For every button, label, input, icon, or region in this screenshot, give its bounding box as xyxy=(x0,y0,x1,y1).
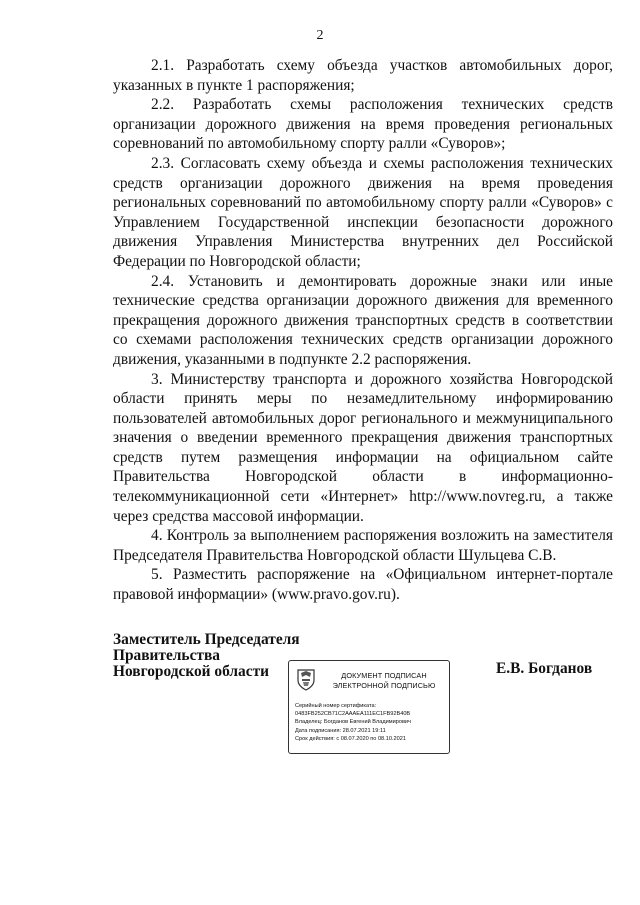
signer-name: Е.В. Богданов xyxy=(496,660,593,677)
stamp-title-line: ДОКУМЕНТ ПОДПИСАН xyxy=(341,671,427,680)
stamp-owner: Владелец: Богданов Евгений Владимирович xyxy=(295,719,411,726)
stamp-details xyxy=(295,702,447,743)
stamp-validity: Срок действия: с 08.07.2020 по 08.10.2021 xyxy=(295,735,406,742)
coat-of-arms-icon xyxy=(296,667,316,691)
document-body xyxy=(113,56,613,605)
paragraph-2-2: 2.2. Разработать схемы расположения технических средств организации дорожного движения на время проведения региональных соревнований по автомобильному спорту ралли «Суворов»; xyxy=(113,96,613,153)
signature-position-line: Новгородской области xyxy=(113,663,269,680)
paragraph-2-4: 2.4. Установить и демонтировать дорожные знаки или иные технические средства организации дорожного движения для временного прекращения дорожного движения транспортных средств в соответствии со схемами расположения технических средств организации дорожного движения, указанными в подпункте 2.2 распоряжения. xyxy=(113,272,613,368)
stamp-serial: 0483FB252CB71C2AAAEA111EC1FB92B40B xyxy=(295,711,411,718)
electronic-signature-stamp xyxy=(288,660,450,754)
paragraph-4: 4. Контроль за выполнением распоряжения возложить на заместителя Председателя Правительства Новгородской области Шульцева С.В. xyxy=(113,527,613,564)
page-number: 2 xyxy=(316,28,324,43)
signature-position-line: Правительства xyxy=(113,647,220,664)
paragraph-5: 5. Разместить распоряжение на «Официальном интернет-портале правовой информации» (www.pravo.gov.ru). xyxy=(113,566,613,604)
stamp-title-line: ЭЛЕКТРОННОЙ ПОДПИСЬЮ xyxy=(332,681,436,690)
stamp-date: Дата подписания: 28.07.2021 19:11 xyxy=(295,727,386,734)
paragraph-2-1: 2.1. Разработать схему объезда участков автомобильных дорог, указанных в пункте 1 распоряжения; xyxy=(113,57,613,94)
stamp-serial-label: Серийный номер сертификата: xyxy=(295,703,377,709)
paragraph-2-3: 2.3. Согласовать схему объезда и схемы расположения технических средств организации дорожного движения на время проведения региональных соревнований по автомобильному спорту ралли «Суворов» с Управлением Государственной инспекции безопасности дорожного движения Управления Министерства внутренних дел Российской Федерации по Новгородской области; xyxy=(113,154,613,270)
stamp-title xyxy=(325,671,443,691)
signature-position-line: Заместитель Председателя xyxy=(113,631,300,648)
signature-position xyxy=(113,632,300,680)
paragraph-3: 3. Министерству транспорта и дорожного хозяйства Новгородской области принять меры по незамедлительному информированию пользователей автомобильных дорог регионального и межмуниципального значения о введении временного прекращения движения транспортных средств путем размещения информации на официальном сайте Правительства Новгородской области в информационно-телекоммуникационной сети «Интернет» http://www.novreg.ru, а также через средства массовой информации. xyxy=(113,370,613,525)
